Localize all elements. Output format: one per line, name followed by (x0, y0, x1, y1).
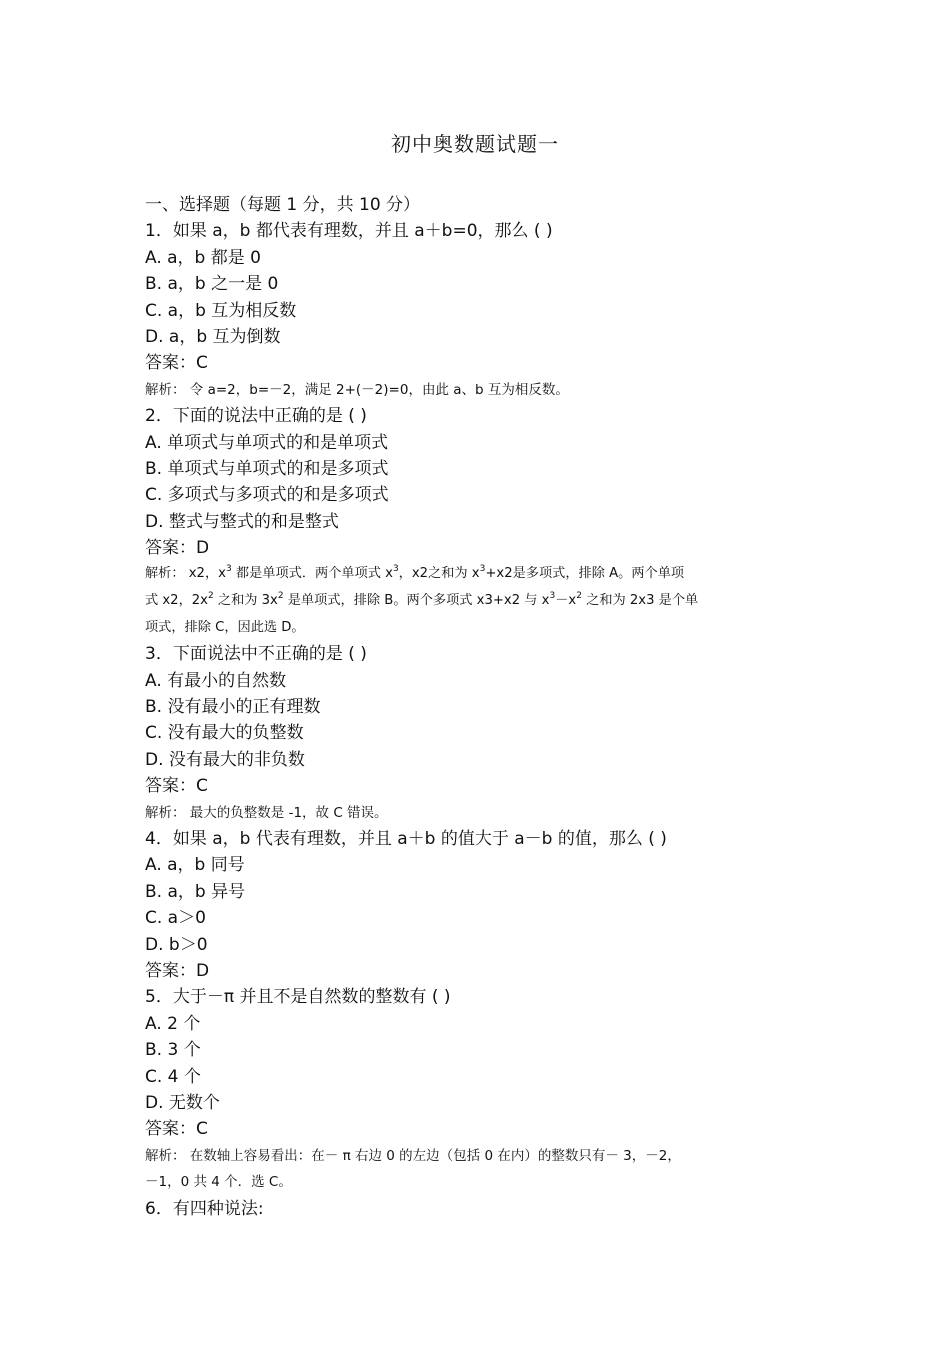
question-3-option-a: A. 有最小的自然数 (145, 670, 287, 691)
exp-text: 之和为 2x3 是个单 (581, 593, 699, 609)
question-2-option-b: B. 单项式与单项式的和是多项式 (145, 458, 389, 479)
superscript: 3 (479, 564, 486, 575)
exp-text: 式 x2，2x (145, 593, 208, 609)
document-body (145, 192, 825, 1222)
question-2-stem: 2．下面的说法中正确的是 ( ) (145, 406, 367, 427)
exp-text: +x2是多项式，排除 A。两个单项 (485, 566, 685, 582)
question-5-answer: 答案：C (145, 1119, 208, 1140)
question-5-stem: 5．大于－π 并且不是自然数的整数有 ( ) (145, 987, 451, 1008)
exp-text: 都是单项式．两个单项式 x (231, 566, 393, 582)
question-5-option-a: A. 2 个 (145, 1013, 201, 1034)
question-4-stem: 4．如果 a，b 代表有理数，并且 a＋b 的值大于 a－b 的值，那么 ( ) (145, 829, 667, 850)
question-4-option-a: A. a，b 同号 (145, 855, 245, 876)
question-3-option-c: C. 没有最大的负整数 (145, 723, 304, 744)
superscript: 2 (207, 591, 214, 602)
question-4-option-d: D. b＞0 (145, 934, 208, 955)
exp-text: 解析： x2，x (145, 566, 226, 582)
question-2-answer: 答案：D (145, 538, 210, 559)
question-4-option-c: C. a＞0 (145, 908, 206, 929)
exp-text: 之和为 3x (213, 593, 278, 609)
exp-text: ，x2之和为 x (398, 566, 480, 582)
exp-text: 是单项式，排除 B。两个多项式 x3+x2 与 x (283, 593, 550, 609)
question-5-explanation-line-1: 解析： 在数轴上容易看出：在－ π 右边 0 的左边（包括 0 在内）的整数只有－ 3，－2， (145, 1147, 681, 1164)
question-5-option-c: C. 4 个 (145, 1066, 201, 1087)
question-3-explanation: 解析： 最大的负整数是 -1，故 C 错误。 (145, 804, 388, 821)
question-5-option-d: D. 无数个 (145, 1092, 220, 1113)
question-6-stem: 6．有四种说法: (145, 1198, 264, 1219)
document-title: 初中奥数题试题一 (391, 132, 559, 156)
superscript: 3 (549, 591, 556, 602)
question-3-answer: 答案：C (145, 776, 208, 797)
question-2-option-a: A. 单项式与单项式的和是单项式 (145, 432, 389, 453)
question-2-explanation-line-3: 项式，排除 C，因此选 D。 (145, 619, 305, 635)
question-5-explanation-line-2: －1，0 共 4 个．选 C。 (145, 1174, 292, 1191)
question-1-option-a: A. a，b 都是 0 (145, 247, 261, 268)
superscript: 3 (392, 564, 399, 575)
question-3-stem: 3．下面说法中不正确的是 ( ) (145, 644, 367, 665)
superscript: 2 (277, 591, 284, 602)
superscript: 3 (225, 564, 232, 575)
section-heading: 一、选择题（每题 1 分，共 10 分） (145, 195, 421, 215)
question-2-explanation-line-1 (145, 561, 825, 588)
question-3-option-d: D. 没有最大的非负数 (145, 749, 305, 770)
question-1-answer: 答案：C (145, 353, 208, 374)
question-4-answer: 答案：D (145, 960, 210, 981)
question-1-option-d: D. a，b 互为倒数 (145, 326, 281, 347)
question-2-option-d: D. 整式与整式的和是整式 (145, 511, 339, 532)
question-2-explanation-line-2 (145, 588, 825, 615)
question-1-stem: 1．如果 a，b 都代表有理数，并且 a＋b=0，那么 ( ) (145, 221, 553, 242)
question-1-explanation: 解析： 令 a=2，b=－2，满足 2+(－2)=0，由此 a、b 互为相反数。 (145, 381, 569, 398)
question-1-option-c: C. a，b 互为相反数 (145, 300, 297, 321)
superscript: 2 (576, 591, 582, 602)
question-5-option-b: B. 3 个 (145, 1040, 201, 1061)
exp-text: －x (555, 593, 577, 609)
question-2-option-c: C. 多项式与多项式的和是多项式 (145, 485, 389, 506)
question-4-option-b: B. a，b 异号 (145, 881, 246, 902)
question-1-option-b: B. a，b 之一是 0 (145, 274, 279, 295)
question-3-option-b: B. 没有最小的正有理数 (145, 697, 321, 718)
